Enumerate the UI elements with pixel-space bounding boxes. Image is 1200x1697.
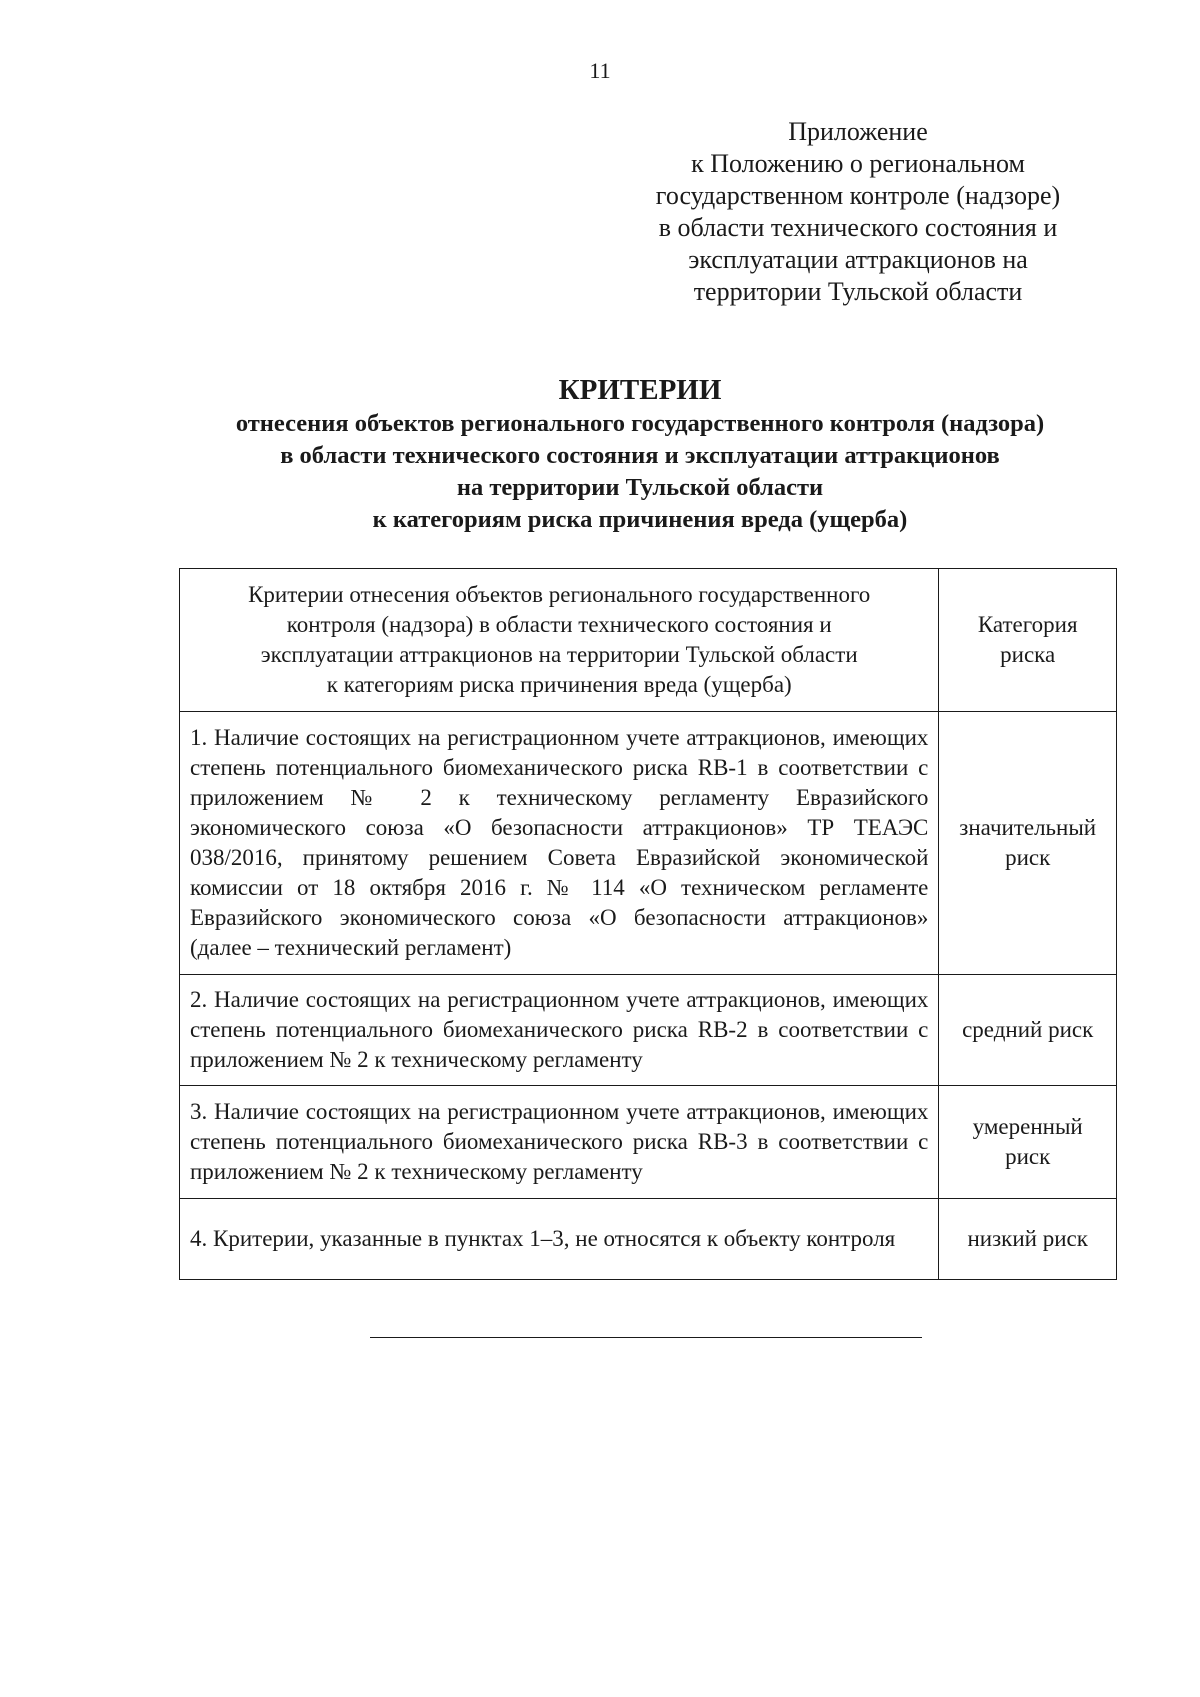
title-main: КРИТЕРИИ: [558, 374, 722, 406]
header-criteria-line: к категориям риска причинения вреда (ущерба): [326, 672, 792, 697]
criteria-table: [179, 568, 1117, 1280]
title-line: отнесения объектов регионального государственного контроля (надзора): [235, 410, 1045, 437]
appendix-line: государственном контроле (надзоре): [655, 181, 1061, 210]
header-category-cell: Категория риска: [939, 569, 1117, 712]
category-cell: низкий риск: [939, 1199, 1117, 1280]
title-line: в области технического состояния и эксплуатации аттракционов: [280, 442, 1000, 469]
criteria-text: 3. Наличие состоящих на регистрационном учете аттракционов, имеющих степень потенциального биомеханического риска RB-3 в соответствии с приложением № 2 к техническому регламенту: [190, 1099, 929, 1184]
criteria-cell: [180, 1086, 939, 1199]
appendix-line: Приложение: [788, 117, 928, 146]
table-row: [180, 1086, 1117, 1199]
header-criteria-cell: [180, 569, 939, 712]
title-line: на территории Тульской области: [456, 474, 824, 501]
table-header-row: [180, 569, 1117, 712]
table-row: [180, 712, 1117, 975]
table-row: [180, 1199, 1117, 1280]
header-criteria-line: Критерии отнесения объектов регионального государственного: [248, 582, 871, 607]
end-divider: [370, 1337, 922, 1338]
category-cell: средний риск: [939, 975, 1117, 1086]
appendix-line: в области технического состояния и: [658, 213, 1058, 242]
criteria-text: 2. Наличие состоящих на регистрационном учете аттракционов, имеющих степень потенциального биомеханического риска RB-2 в соответствии с приложением № 2 к техническому регламенту: [190, 987, 929, 1072]
category-cell: умеренный риск: [939, 1086, 1117, 1199]
appendix-line: к Положению о региональном: [691, 149, 1025, 178]
document-title: [160, 373, 1120, 536]
criteria-cell: [180, 712, 939, 975]
appendix-line: эксплуатации аттракционов на: [688, 245, 1028, 274]
header-criteria-line: контроля (надзора) в области технического состояния и: [286, 612, 832, 637]
header-criteria-line: эксплуатации аттракционов на территории Тульской области: [260, 642, 858, 667]
appendix-note: [620, 116, 1096, 308]
criteria-cell: [180, 1199, 939, 1280]
page-number: 11: [589, 58, 611, 83]
appendix-line: территории Тульской области: [693, 277, 1023, 306]
criteria-cell: [180, 975, 939, 1086]
title-line: к категориям риска причинения вреда (ущерба): [372, 506, 908, 533]
criteria-text: 1. Наличие состоящих на регистрационном учете аттракционов, имеющих степень потенциального биомеханического риска RB-1 в соответствии с приложением № 2 к техническому регламенту Евразийского экономического союза «О безопасности аттракционов» ТР ТЕАЭС 038/2016, принятому решением Совета Евразийской экономической комиссии от 18 октября 2016 г. № 114 «О техническом регламенте Евразийского экономического союза «О безопасности аттракционов» (далее – технический регламент): [190, 725, 929, 960]
table-row: [180, 975, 1117, 1086]
category-cell: значительный риск: [939, 712, 1117, 975]
criteria-text: 4. Критерии, указанные в пунктах 1–3, не относятся к объекту контроля: [190, 1226, 896, 1251]
